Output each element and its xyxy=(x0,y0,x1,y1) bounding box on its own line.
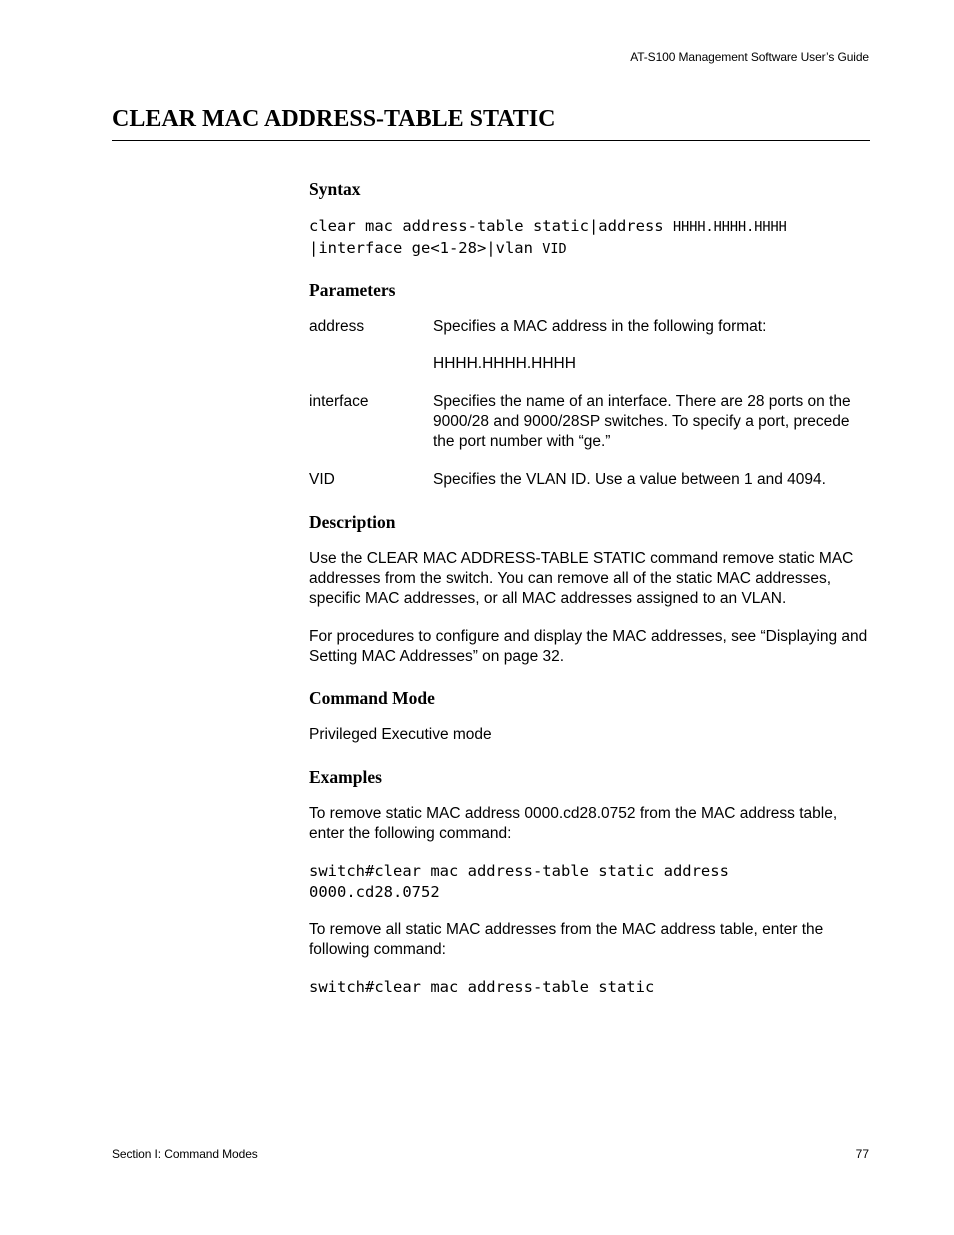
parameter-row-vid xyxy=(309,470,870,490)
description-paragraph-1: Use the CLEAR MAC ADDRESS-TABLE STATIC command remove static MAC addresses from the switch. You can remove all of the static MAC addresses, specific MAC addresses, or all MAC addresses assigned to an VLAN. xyxy=(309,550,854,607)
syntax-heading: Syntax xyxy=(309,179,361,199)
syntax-arg-vid: VID xyxy=(542,241,567,257)
title-divider xyxy=(112,140,870,141)
parameter-name: interface xyxy=(309,393,369,410)
examples-heading: Examples xyxy=(309,767,382,787)
syntax-arg-mac: HHHH.HHHH.HHHH xyxy=(672,219,787,235)
parameter-format: HHHH.HHHH.HHHH xyxy=(433,355,576,372)
example-1-text: To remove static MAC address 0000.cd28.0752 from the MAC address table, enter the following command: xyxy=(309,805,838,842)
parameter-description: Specifies the VLAN ID. Use a value between 1 and 4094. xyxy=(433,471,826,488)
parameter-name: VID xyxy=(309,471,335,488)
syntax-code-line-2 xyxy=(309,238,870,260)
command-mode-heading: Command Mode xyxy=(309,688,435,708)
syntax-code-line-1 xyxy=(309,216,870,238)
example-1-code-line-1: switch#clear mac address-table static address xyxy=(309,862,729,880)
parameter-description xyxy=(433,317,870,374)
footer-section-title: Section I: Command Modes xyxy=(112,1147,258,1161)
page-number: 77 xyxy=(855,1147,869,1161)
syntax-command-2: |interface ge<1-28>|vlan xyxy=(309,239,543,257)
page-title: CLEAR MAC ADDRESS-TABLE STATIC xyxy=(112,106,556,132)
syntax-command-1: clear mac address-table static|address xyxy=(309,217,673,235)
example-2-text: To remove all static MAC addresses from the MAC address table, enter the following command: xyxy=(309,921,824,958)
parameters-heading: Parameters xyxy=(309,280,396,300)
description-paragraph-2: For procedures to configure and display the MAC addresses, see “Displaying and Setting MAC Addresses” on page 32. xyxy=(309,628,868,665)
description-heading: Description xyxy=(309,512,396,532)
example-2-code: switch#clear mac address-table static xyxy=(309,978,655,996)
command-mode-text: Privileged Executive mode xyxy=(309,726,492,743)
main-content xyxy=(309,178,870,998)
running-header: AT-S100 Management Software User’s Guide xyxy=(630,50,869,64)
parameter-row-address xyxy=(309,317,870,374)
parameter-description-text: Specifies a MAC address in the following format: xyxy=(433,318,767,335)
example-1-code-line-2: 0000.cd28.0752 xyxy=(309,883,440,901)
parameter-description: Specifies the name of an interface. There are 28 ports on the 9000/28 and 9000/28SP switches. To specify a port, precede the port number with “ge.” xyxy=(433,393,851,450)
parameter-row-interface xyxy=(309,392,870,452)
parameter-name: address xyxy=(309,318,365,335)
